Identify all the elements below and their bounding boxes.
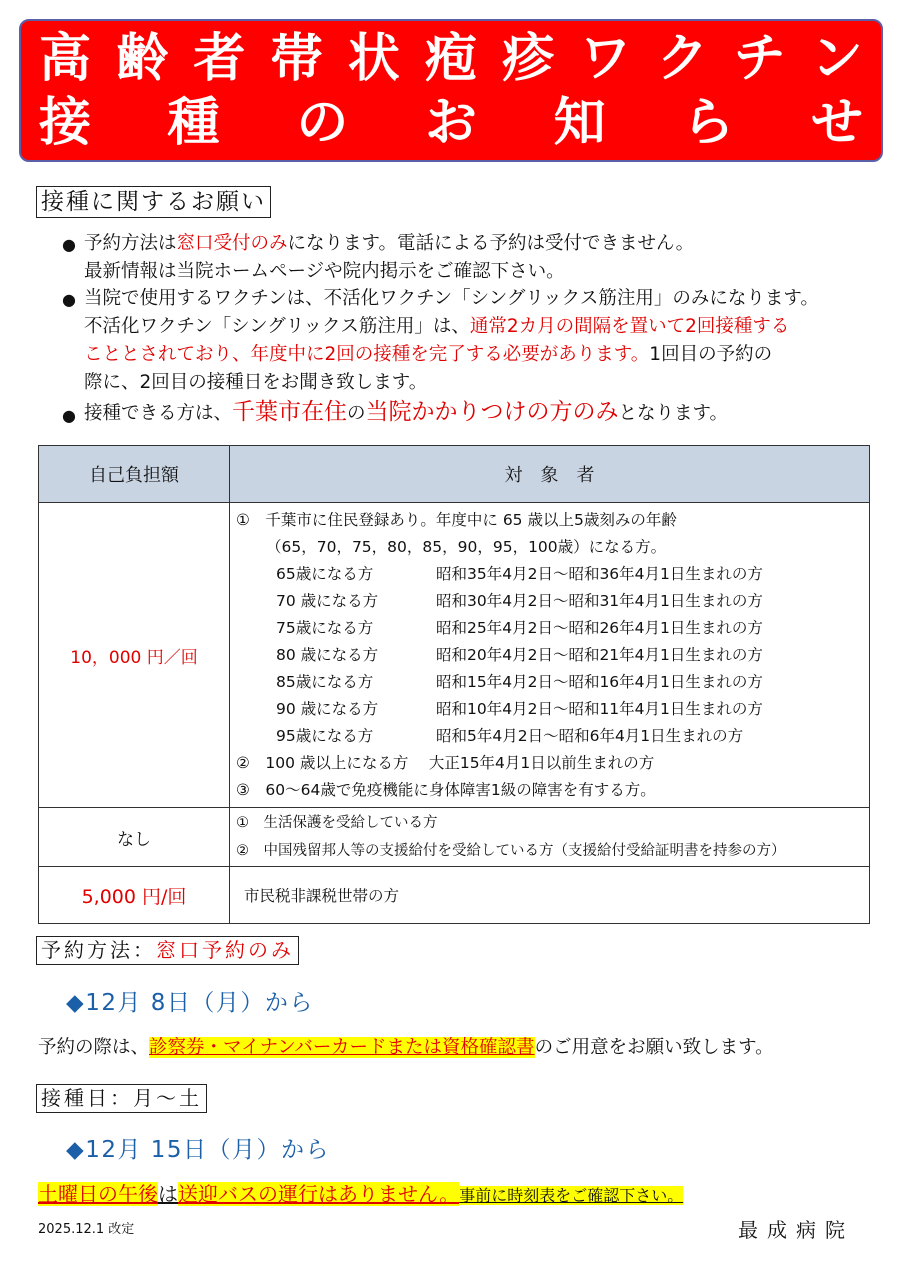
requests-heading: 接種に関するお願い <box>36 186 271 218</box>
age-label: 80 歳になる方 <box>276 645 379 664</box>
request-item-2-line4: 際に、2回目の接種日をお聞き致します。 <box>84 372 428 393</box>
request-text: の <box>347 403 366 424</box>
age-row <box>236 642 869 669</box>
birth-range: 昭和10年4月2日～昭和11年4月1日生まれの方 <box>436 699 763 718</box>
reservation-note <box>38 1034 774 1062</box>
birth-range: 昭和20年4月2日～昭和21年4月1日生まれの方 <box>436 645 763 664</box>
birth-range: 昭和15年4月2日～昭和16年4月1日生まれの方 <box>436 672 763 691</box>
target-line: ② 100 歳以上になる方 大正15年4月1日以前生まれの方 <box>236 753 655 772</box>
reservation-start-date: ◆12月 8日（月）から <box>66 990 314 1016</box>
target-line: ① 生活保護を受給している方 <box>236 815 438 831</box>
fee-cell: なし <box>39 808 230 867</box>
title-char: 接 <box>39 93 92 153</box>
column-header-fee: 自己負担額 <box>39 446 230 503</box>
request-emphasis: 当院かかりつけの方のみ <box>365 399 619 425</box>
notice-emphasis: 土曜日の午後 <box>38 1182 158 1206</box>
target-line: ① 千葉市に住民登録あり。年度中に 65 歳以上5歳刻みの年齢 <box>236 510 677 529</box>
request-item-1 <box>84 230 694 258</box>
request-text: 予約方法は <box>84 233 177 254</box>
request-item-2-line3 <box>84 341 772 369</box>
birth-range: 昭和25年4月2日～昭和26年4月1日生まれの方 <box>436 618 763 637</box>
age-row <box>236 723 869 750</box>
request-text: となります。 <box>618 403 729 424</box>
request-item-1-line2: 最新情報は当院ホームページや院内掲示をご確認下さい。 <box>84 261 565 282</box>
title-banner <box>19 19 883 162</box>
vaccination-start-date: ◆12月 15日（月）から <box>66 1137 331 1163</box>
target-line: ② 中国残留邦人等の支援給付を受給している方（支援給付受給証明書を持参の方） <box>236 843 786 859</box>
request-emphasis: 窓口受付のみ <box>176 233 288 254</box>
title-char: 者 <box>193 29 246 89</box>
reservation-heading <box>36 936 299 965</box>
title-char: チ <box>733 29 786 89</box>
age-row <box>236 588 869 615</box>
title-char: ク <box>656 29 709 89</box>
title-char: ら <box>682 93 735 153</box>
bullet-icon: ● <box>62 235 76 254</box>
title-char: お <box>424 93 477 153</box>
title-line-1 <box>39 29 863 89</box>
title-char: 知 <box>553 93 606 153</box>
target-cell <box>230 503 870 808</box>
title-char: ン <box>810 29 863 89</box>
age-label: 70 歳になる方 <box>276 591 379 610</box>
request-item-2-line2 <box>84 313 789 341</box>
title-char: ワ <box>579 29 632 89</box>
request-emphasis: 千葉市在住 <box>232 399 348 425</box>
request-text: 1回目の予約の <box>649 344 773 365</box>
birth-range: 昭和30年4月2日～昭和31年4月1日生まれの方 <box>436 591 763 610</box>
request-item-3 <box>84 398 728 428</box>
age-label: 85歳になる方 <box>276 672 374 691</box>
target-cell <box>230 808 870 867</box>
title-char: 帯 <box>270 29 323 89</box>
title-char: 疱 <box>424 29 477 89</box>
title-char: 種 <box>167 93 220 153</box>
note-text: 予約の際は、 <box>38 1037 150 1058</box>
bullet-icon: ● <box>62 290 76 309</box>
request-text: になります。電話による予約は受付できません。 <box>287 233 695 254</box>
request-emphasis: 通常2カ月の間隔を置いて2回接種する <box>469 316 790 337</box>
age-row <box>236 615 869 642</box>
table-row <box>39 503 870 808</box>
title-char: せ <box>810 93 863 153</box>
title-char: 齢 <box>116 29 169 89</box>
table-row <box>39 808 870 867</box>
age-label: 90 歳になる方 <box>276 699 379 718</box>
age-row <box>236 561 869 588</box>
birth-range: 昭和35年4月2日～昭和36年4月1日生まれの方 <box>436 564 763 583</box>
request-emphasis: こととされており、年度中に2回の接種を完了する必要があります。 <box>84 344 650 365</box>
bullet-icon: ● <box>62 406 76 425</box>
title-char: 高 <box>39 29 92 89</box>
table-header-row <box>39 446 870 503</box>
title-char: の <box>296 93 349 153</box>
age-label: 75歳になる方 <box>276 618 374 637</box>
target-line: ③ 60～64歳で免疫機能に身体障害1級の障害を有する方。 <box>236 780 656 799</box>
title-char: 疹 <box>502 29 555 89</box>
table-row <box>39 867 870 924</box>
birth-range: 昭和5年4月2日～昭和6年4月1日生まれの方 <box>436 726 744 745</box>
fee-cell: 10，000 円／回 <box>39 503 230 808</box>
age-row <box>236 669 869 696</box>
fee-table <box>38 445 870 924</box>
age-label: 65歳になる方 <box>276 564 374 583</box>
column-header-target: 対 象 者 <box>230 446 870 503</box>
vaccination-days-heading: 接種日：月～土 <box>36 1084 207 1113</box>
note-highlight: 診察券・マイナンバーカードまたは資格確認書 <box>149 1037 535 1058</box>
request-text: 接種できる方は、 <box>84 403 233 424</box>
title-char: 状 <box>347 29 400 89</box>
notice-emphasis: 送迎バスの運行はありません。 <box>178 1182 460 1206</box>
fee-cell: 5,000 円/回 <box>39 867 230 924</box>
hospital-name: 最成病院 <box>738 1218 854 1242</box>
age-row <box>236 696 869 723</box>
notice-text: は <box>158 1182 178 1206</box>
reservation-method: 窓口予約のみ <box>156 938 294 962</box>
title-line-2 <box>39 93 863 153</box>
target-line: （65，70，75，80，85，90，95，100歳）になる方。 <box>266 537 667 556</box>
notice-text: 事前に時刻表をご確認下さい。 <box>459 1186 684 1205</box>
revision-date: 2025.12.1 改定 <box>38 1222 135 1237</box>
bus-notice <box>38 1180 683 1210</box>
request-text: 不活化ワクチン「シングリックス筋注用」は、 <box>84 316 470 337</box>
request-item-2: 当院で使用するワクチンは、不活化ワクチン「シングリックス筋注用」のみになります。 <box>84 288 819 309</box>
target-cell: 市民税非課税世帯の方 <box>230 867 870 924</box>
note-text: のご用意をお願い致します。 <box>534 1037 774 1058</box>
age-label: 95歳になる方 <box>276 726 374 745</box>
reservation-label: 予約方法： <box>41 938 156 962</box>
